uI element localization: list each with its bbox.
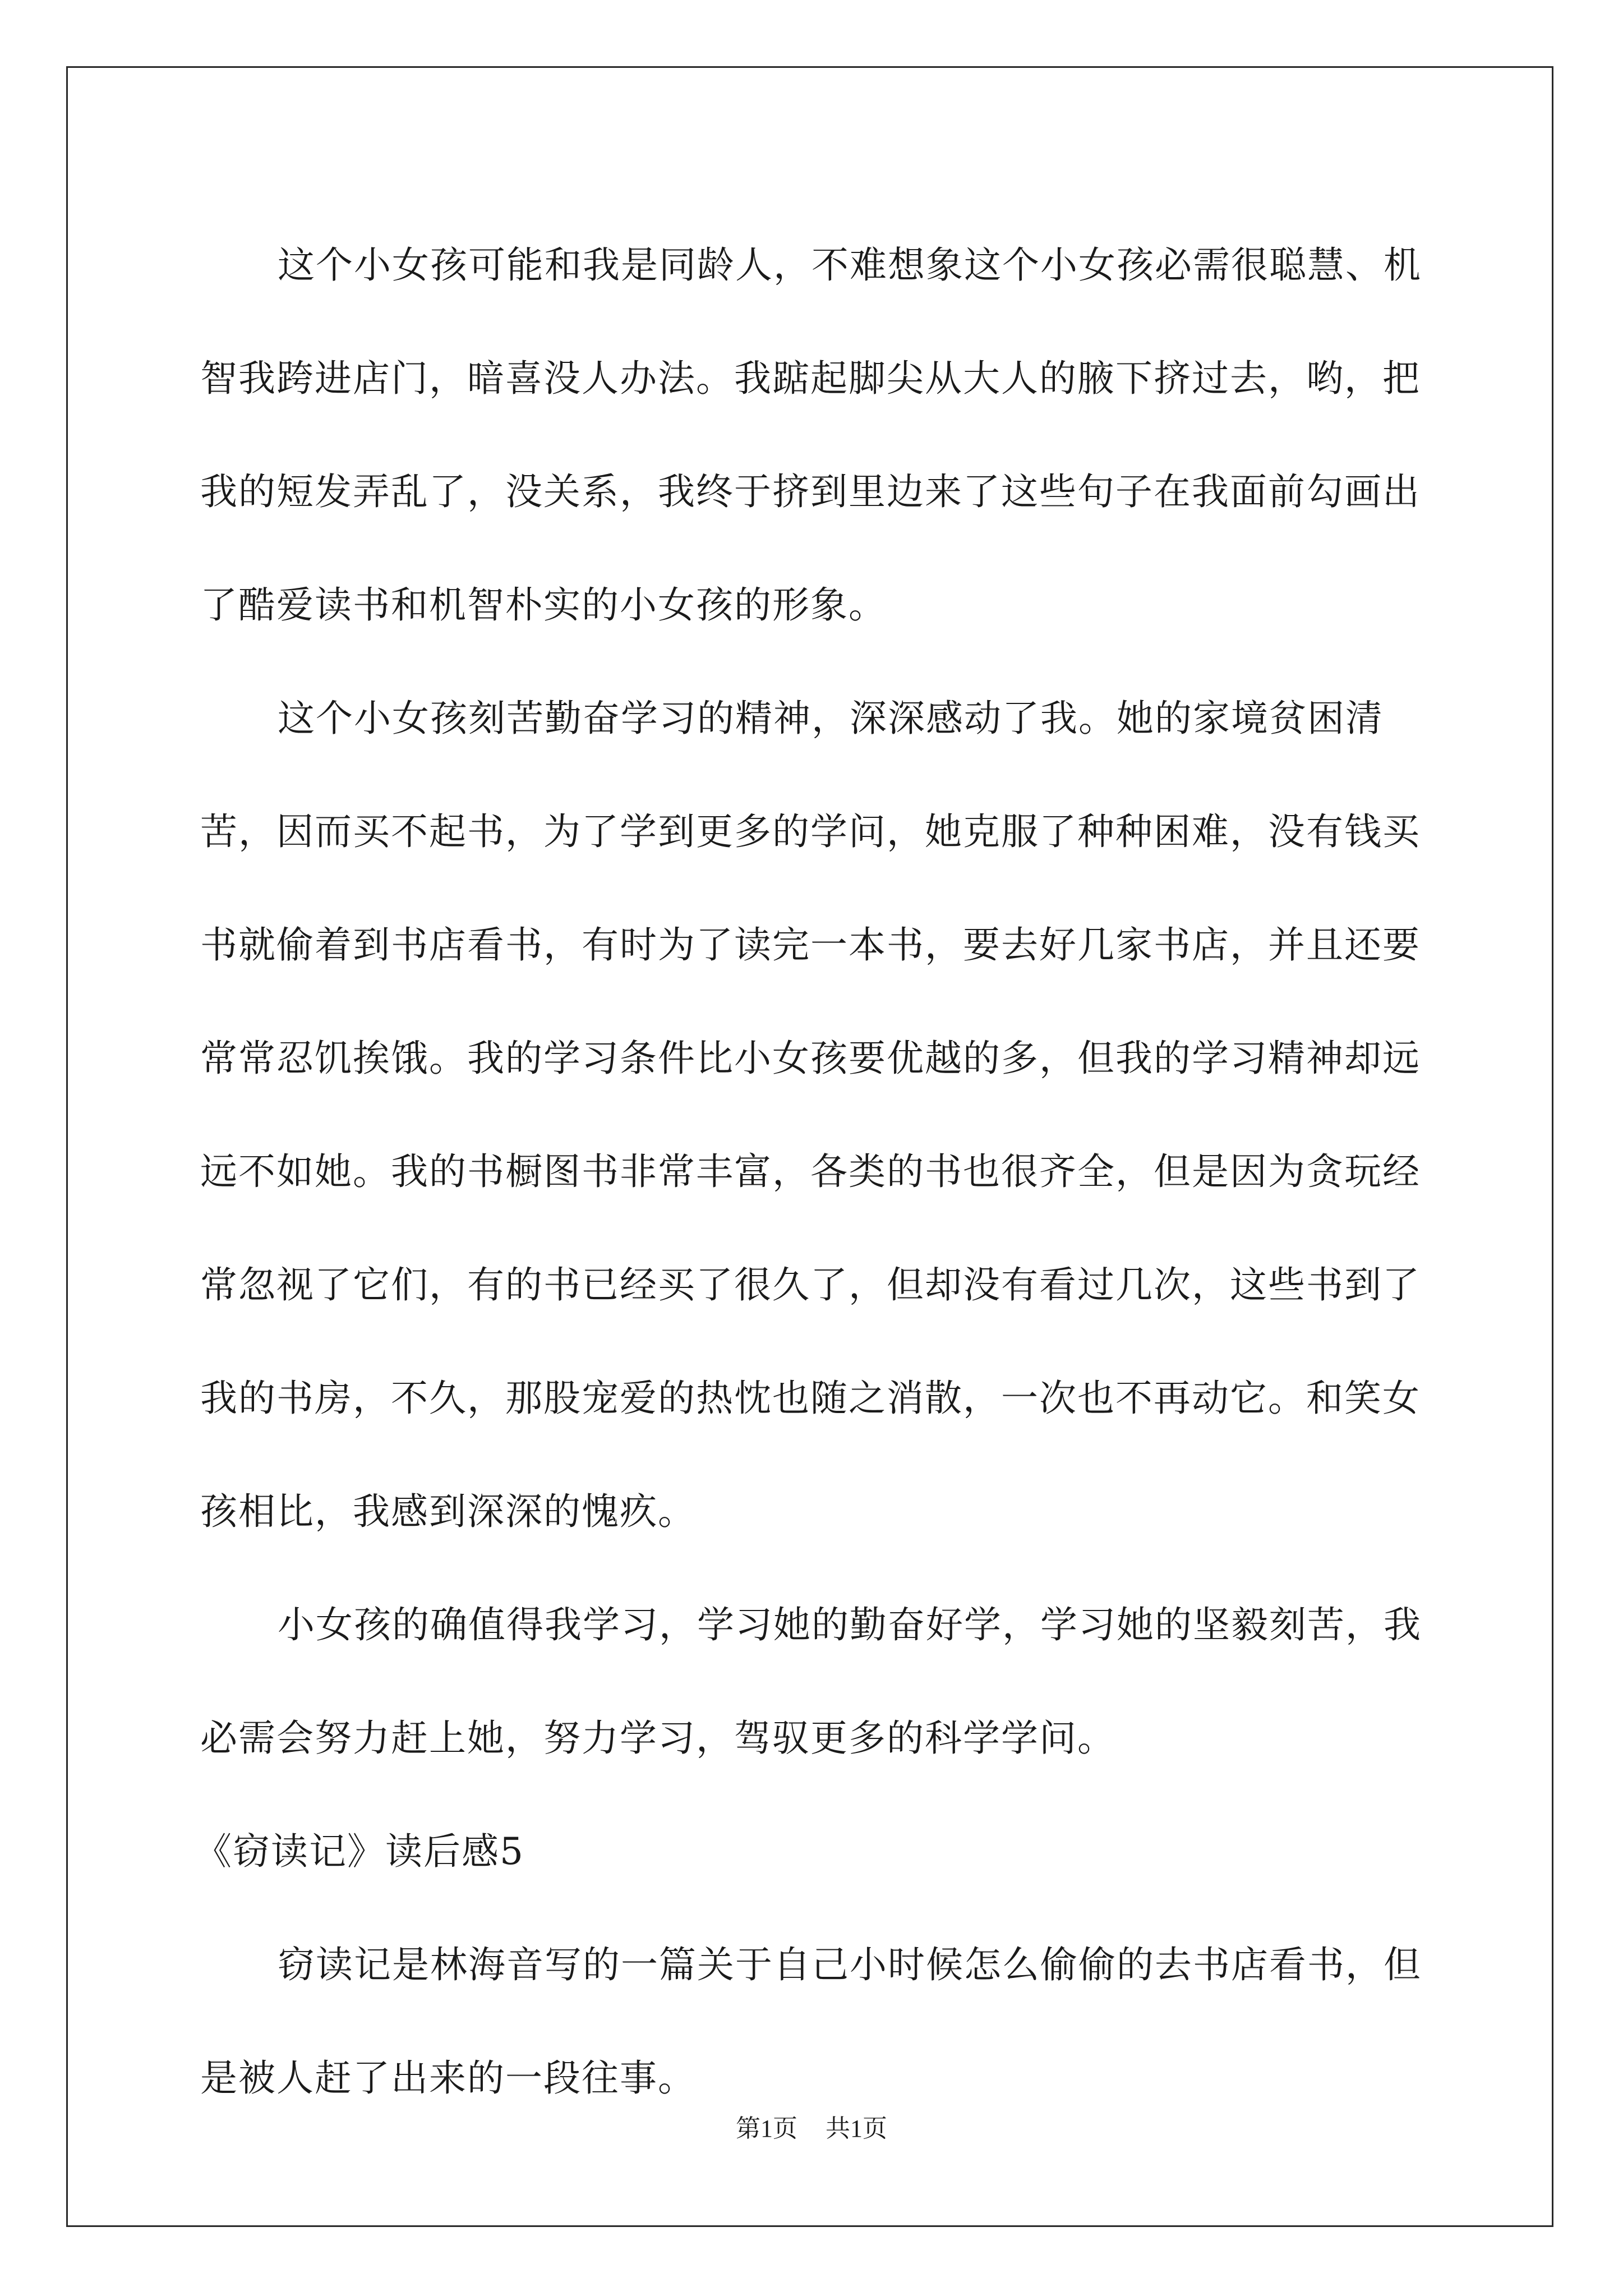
page-number-current: 第1页 (736, 2115, 797, 2142)
section-heading: 《窃读记》读后感5 (195, 1830, 524, 1873)
paragraph-3: 小女孩的确值得我学习，学习她的勤奋好学，学习她的坚毅刻苦，我必需会努力赶上她，努力学习，驾驭更多的科学学问。 (200, 1603, 1422, 1760)
paragraph-1: 这个小女孩可能和我是同龄人，不难想象这个小女孩必需很聪慧、机智我跨进店门，暗喜没人办法。我踮起脚尖从大人的腋下挤过去，哟，把我的短发弄乱了，没关系，我终于挤到里边来了这些句子在我面前勾画出了酷爱读书和机智朴实的小女孩的形象。 (200, 243, 1422, 627)
paragraph-2: 这个小女孩刻苦勤奋学习的精神，深深感动了我。她的家境贫困清苦，因而买不起书，为了学到更多的学问，她克服了种种困难，没有钱买书就偷着到书店看书，有时为了读完一本书，要去好几家书店，并且还要常常忍饥挨饿。我的学习条件比小女孩要优越的多，但我的学习精神却远远不如她。我的书橱图书非常丰富，各类的书也很齐全，但是因为贪玩经常忽视了它们，有的书已经买了很久了，但却没有看过几次，这些书到了我的书房，不久，那股宠爱的热忱也随之消散，一次也不再动它。和笑女孩相比，我感到深深的愧疚。 (200, 697, 1421, 1533)
page-footer (0, 2108, 1623, 2144)
page-number-total: 共1页 (826, 2115, 887, 2142)
document-body (195, 209, 1434, 2135)
paragraph-4: 窃读记是林海音写的一篇关于自己小时候怎么偷偷的去书店看书，但是被人赶了出来的一段往事。 (200, 1943, 1422, 2100)
